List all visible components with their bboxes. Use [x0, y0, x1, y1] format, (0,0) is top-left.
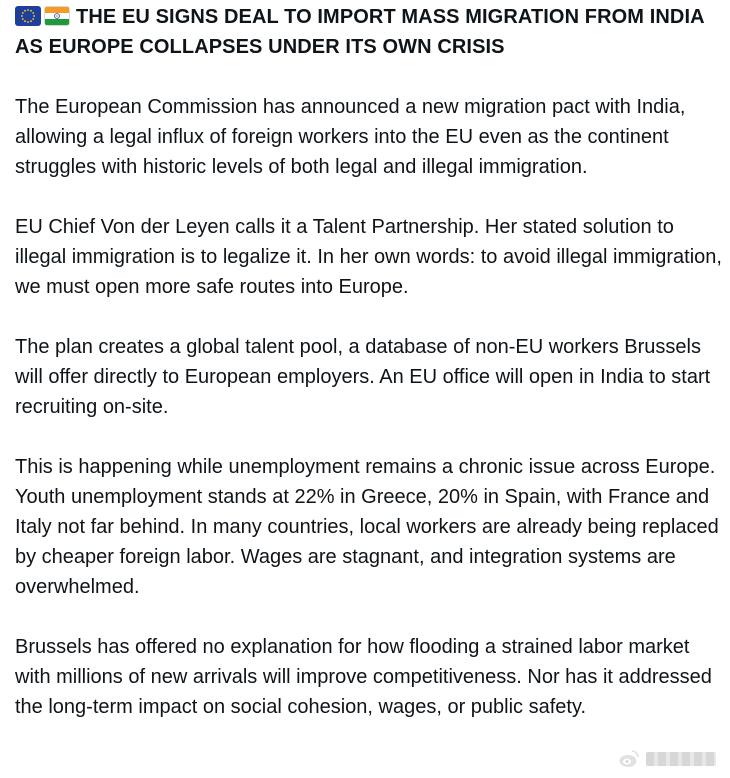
- post-headline: [15, 2, 727, 62]
- post-body: [15, 2, 727, 752]
- post-paragraph-5: Brussels has offered no explanation for how flooding a strained labor market with millions of new arrivals will improve competitiveness. Nor has it addressed the long-term impact on social cohesion, wages, or public safety.: [15, 636, 712, 718]
- post-headline-text: THE EU SIGNS DEAL TO IMPORT MASS MIGRATION FROM INDIA AS EUROPE COLLAPSES UNDER ITS OWN CRISIS: [15, 6, 704, 58]
- eu-star: [24, 20, 26, 22]
- watermark: [618, 748, 716, 770]
- eu-star: [32, 18, 34, 20]
- eu-star: [32, 12, 34, 14]
- eu-star: [33, 15, 35, 17]
- post-paragraph-2: EU Chief Von der Leyen calls it a Talent Partnership. Her stated solution to illegal immigration is to legalize it. In her own words: to avoid illegal immigration, we must open more safe routes into Europe.: [15, 216, 722, 298]
- eu-flag-icon: [15, 6, 41, 26]
- eu-star: [30, 20, 32, 22]
- india-flag-icon: [44, 6, 70, 26]
- post-paragraph-1: The European Commission has announced a new migration pact with India, allowing a legal influx of foreign workers into the EU even as the continent struggles with historic levels of both legal and illegal immigration.: [15, 96, 686, 178]
- watermark-text: [646, 752, 716, 766]
- flag-group: [15, 6, 70, 26]
- eu-star: [24, 10, 26, 12]
- eu-star: [21, 15, 23, 17]
- post-paragraph-3: The plan creates a global talent pool, a database of non-EU workers Brussels will offer directly to European employers. An EU office will open in India to start recruiting on-site.: [15, 336, 711, 418]
- eu-star: [22, 18, 24, 20]
- weibo-logo-icon: [618, 748, 640, 770]
- post-paragraph-4: This is happening while unemployment remains a chronic issue across Europe. Youth unemployment stands at 22% in Greece, 20% in Spain, with France and Italy not far behind. In many countries, local workers are already being replaced by cheaper foreign labor. Wages are stagnant, and integration systems are overwhelmed.: [15, 456, 719, 598]
- eu-star: [30, 10, 32, 12]
- eu-star: [27, 9, 29, 11]
- eu-star: [22, 12, 24, 14]
- eu-star: [27, 21, 29, 23]
